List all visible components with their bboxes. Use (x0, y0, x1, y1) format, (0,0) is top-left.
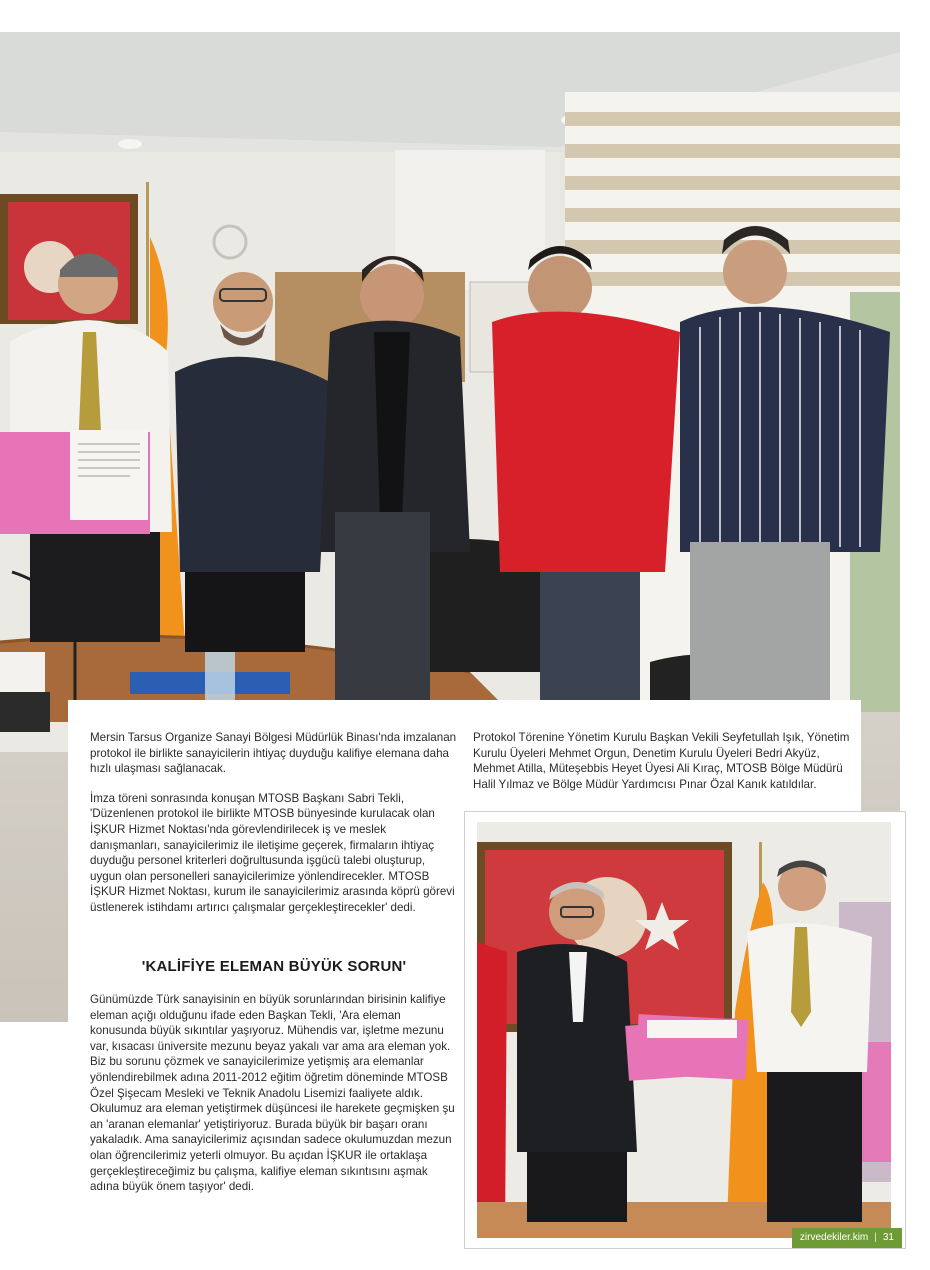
body-paragraph: Günümüzde Türk sanayisinin en büyük sorunlarından birisinin kalifiye eleman açığı olduğunu ifade eden Başkan Tekli, 'Ara eleman konusunda büyük sıkıntılar yaşıyoruz. Mühendis var, işletme mezunu var, kısacası üniversite mezunu beyaz yakalı var ama ara eleman yok. Biz bu sorunu çözmek ve sanayicilerimize yetişmiş ara elemanlar yönlendirebilmek adına 2011-2012 eğitim öğretim döneminde MTOSB Özel Şişecam Mesleki ve Teknik Anadolu Lisemizi faaliyete aldık. Okulumuz ara eleman yetiştirmek düşüncesi ile harekete geçmişken şu an 'aranan elemanlar' yetiştiriyoruz. Burada büyük bir başarı oranı yakaladık. Ama sanayicilerimiz açısından sadece okulumuzdan mezun olan öğrencilerimiz yeterli olmuyor. Bu açıdan İŞKUR ile ortaklaşa gerçekleştireceğimiz bu çalışma, kalifiye eleman sıkıntısını aşmak adına büyük önem taşıyor' dedi. (90, 993, 455, 1194)
section-heading: 'KALİFİYE ELEMAN BÜYÜK SORUN' (141, 958, 407, 975)
left-column (90, 730, 458, 930)
footer-site: zirvedekiler.kim (799, 1232, 869, 1243)
page-number: 31 (882, 1232, 894, 1243)
page-footer (792, 1228, 902, 1248)
footer-separator: | (874, 1232, 877, 1243)
signing-photo-illustration (477, 822, 891, 1238)
inset-photo (477, 822, 891, 1238)
attendees-paragraph: Protokol Törenine Yönetim Kurulu Başkan Vekili Seyfetullah Işık, Yönetim Kurulu Üyeleri Mehmet Orgun, Denetim Kurulu Üyeleri Bedri Akyüz, Mehmet Atilla, Müteşebbis Heyet Üyesi Ali Kıraç, MTOSB Bölge Müdürü Halil Yılmaz ve Bölge Müdür Yardımcısı Pınar Özal Kanık katıldılar. (473, 731, 850, 791)
right-column (473, 730, 857, 806)
quote-paragraph: İmza töreni sonrasında konuşan MTOSB Başkanı Sabri Tekli, 'Düzenlenen protokol ile birlikte MTOSB bünyesinde kurulacak olan İŞKUR Hizmet Noktası'nda görevlendirilecek iş ve meslek danışmanları, sanayicilerimiz ile iletişime geçerek, firmaların ihtiyaç duyduğu personel kriterleri doğrultusunda işgücü talebi oluşturup, uygun olan personelleri sanayicilerimize yönlendirecekler. MTOSB İŞKUR Hizmet Noktası, kurum ile sanayicilerimiz arasında köprü görevi üstlenerek istihdamı artırıcı çalışmalar gerçekleştirecekler' dedi. (90, 791, 455, 914)
inset-photo-frame (465, 812, 905, 1248)
left-column-body (90, 992, 458, 1209)
intro-paragraph: Mersin Tarsus Organize Sanayi Bölgesi Müdürlük Binası'nda imzalanan protokol ile birlikte sanayicilerin ihtiyaç duyduğu kalifiye elemana daha hızlı ulaşması sağlanacak. (90, 731, 457, 776)
